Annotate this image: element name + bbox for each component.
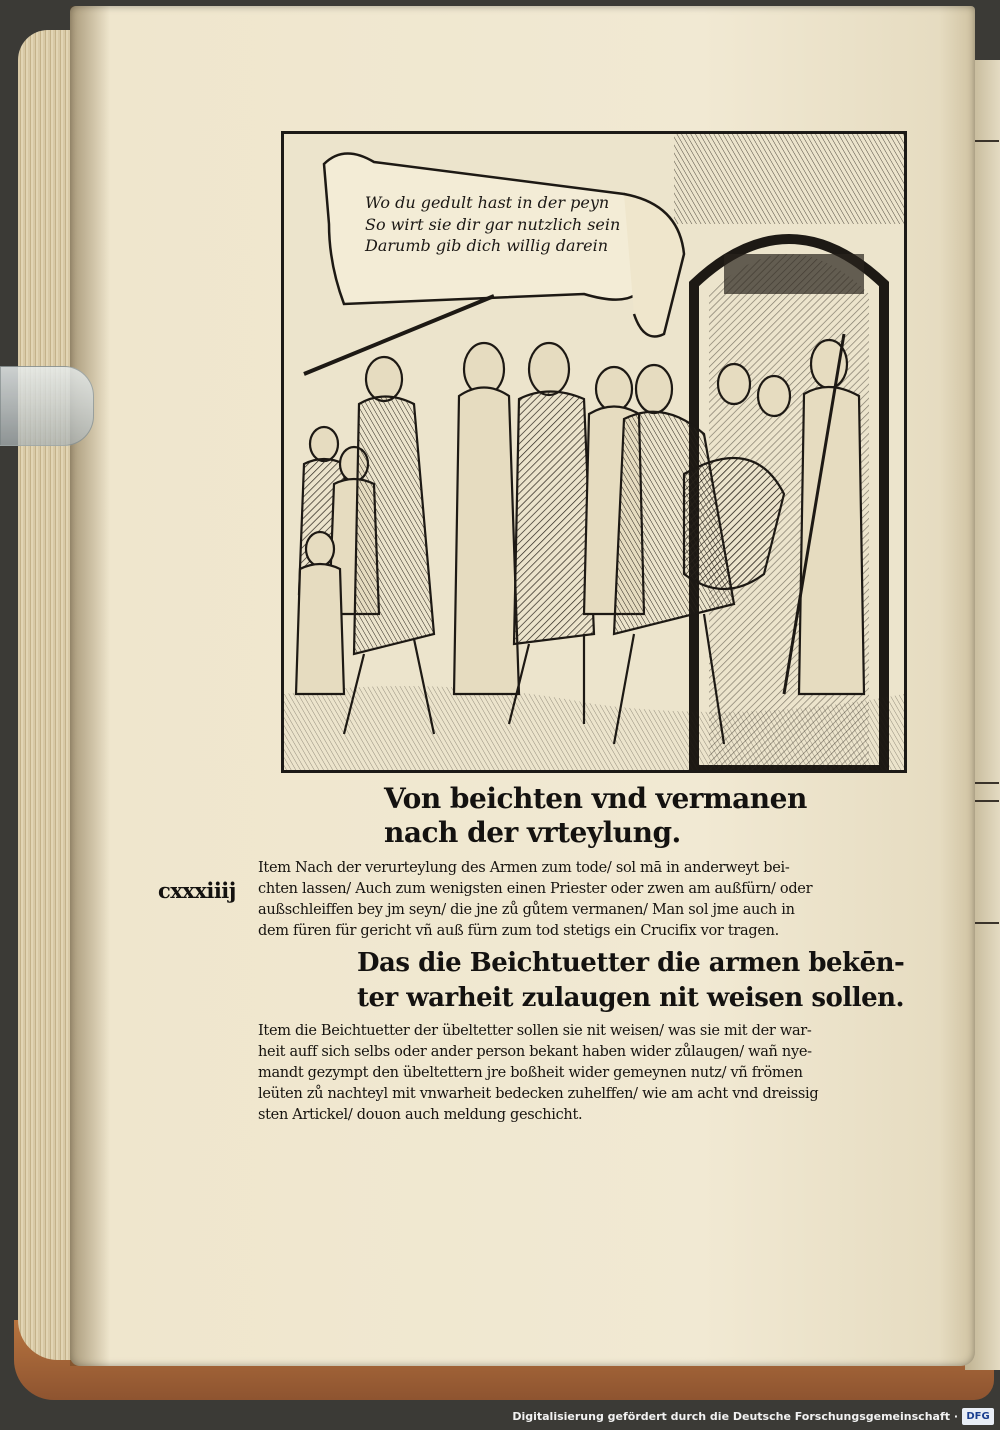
text-line: dem füren für gericht vñ auß fürn zum tod stetigs ein Crucifix vor tragen. [258, 923, 779, 939]
text-line: Item die Beichtuetter der übeltetter sollen sie nit weisen/ was sie mit der war- [258, 1023, 812, 1039]
heading-line: ter warheit zulaugen nit weisen sollen. [357, 983, 905, 1013]
text-line: leüten zů nachteyl mit vnwarheit bedecken zuhelffen/ wie am acht vnd dreissig [258, 1086, 819, 1102]
page-gutter-shadow [70, 6, 110, 1366]
text-line: Item Nach der verurteylung des Armen zum tode/ sol mā in anderweyt bei- [258, 860, 790, 876]
text-line: außschleiffen bey jm seyn/ die jne zů gůtem vermanen/ Man sol jme auch in [258, 902, 795, 918]
portcullis [724, 254, 864, 294]
heading-line: nach der vrteylung. [384, 816, 681, 849]
heading-line: Von beichten vnd vermanen [384, 782, 807, 815]
banner-line-2: So wirt sie dir gar nutzlich sein [365, 214, 621, 234]
gate-tower [674, 134, 904, 224]
section-heading-2 [357, 946, 904, 1016]
paragraph-1 [258, 858, 812, 942]
digitization-footer [0, 1404, 1000, 1430]
text-line: sten Artickel/ douon auch meldung geschicht. [258, 1107, 583, 1123]
funding-credit: Digitalisierung gefördert durch die Deutsche Forschungsgemeinschaft · [512, 1410, 958, 1423]
text-line: chten lassen/ Auch zum wenigsten einen Priester oder zwen am außfürn/ oder [258, 881, 813, 897]
banner-line-1: Wo du gedult hast in der peyn [365, 193, 610, 212]
text-line: mandt gezympt den übeltettern jre boßheit wider gemeynen nutz/ vñ frömen [258, 1065, 803, 1081]
banner-line-3: Darumb gib dich willig darein [365, 236, 609, 255]
section-heading-1 [384, 782, 807, 850]
paragraph-2 [258, 1021, 818, 1126]
heading-line: Das die Beichtuetter die armen bekēn- [357, 948, 905, 978]
book-holder-strap [0, 366, 94, 446]
banner-verse [365, 192, 655, 257]
article-number: cxxxiiij [158, 878, 236, 903]
woodcut-illustration [281, 131, 907, 773]
text-line: heit auff sich selbs oder ander person bekant haben wider zůlaugen/ wañ nye- [258, 1044, 812, 1060]
dfg-logo-icon: DFG [962, 1408, 994, 1425]
